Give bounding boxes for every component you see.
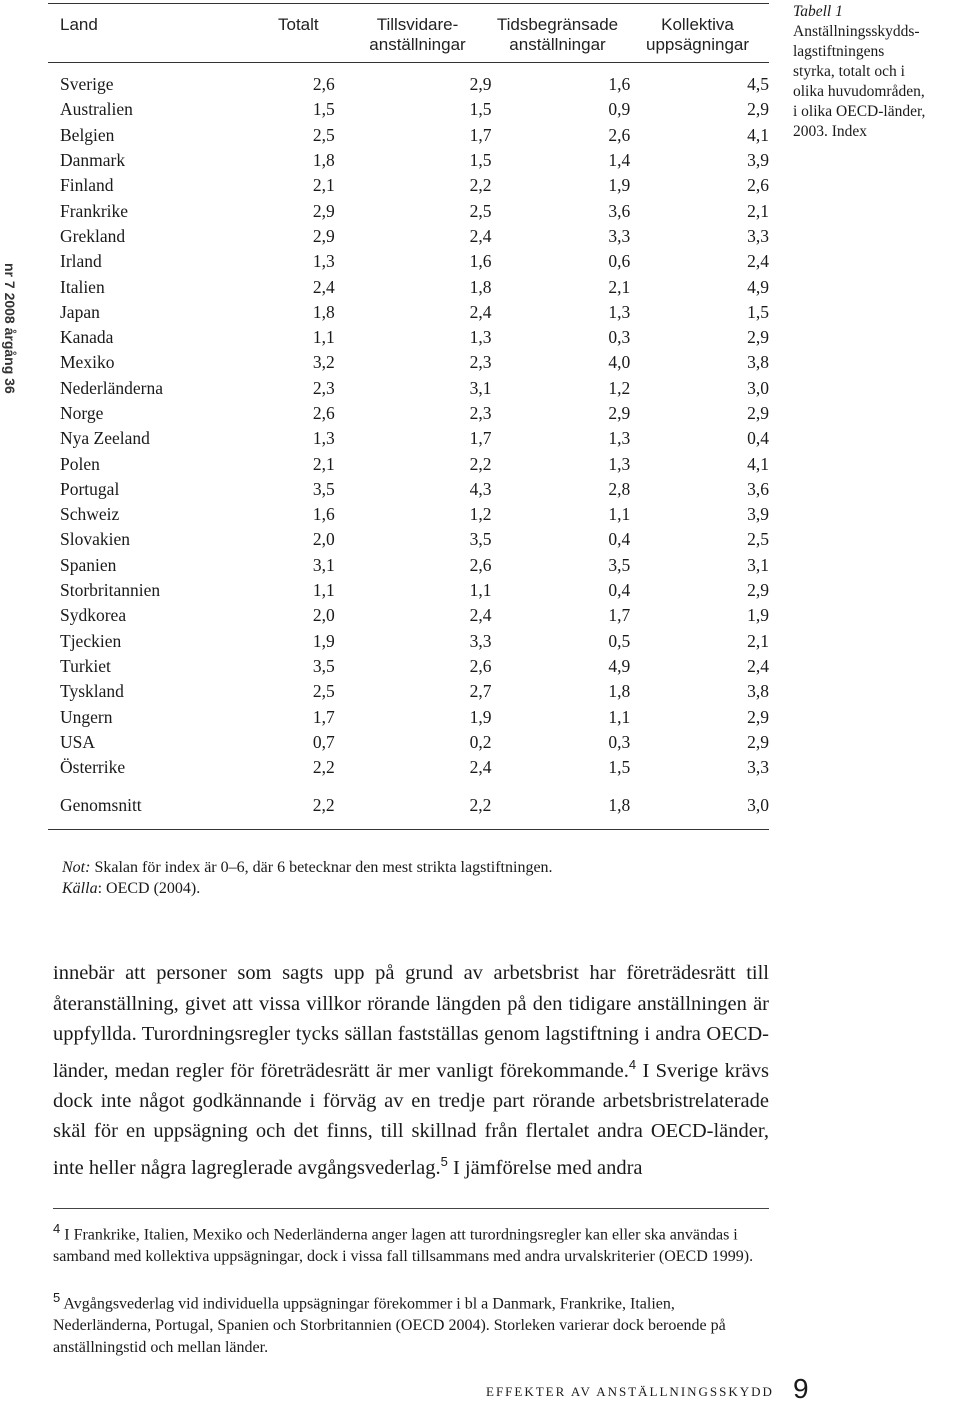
country-name: Storbritannien xyxy=(60,580,161,601)
value-kollektiva: 3,3 xyxy=(747,757,769,778)
value-totalt: 2,5 xyxy=(312,681,335,702)
value-kollektiva: 4,1 xyxy=(747,453,769,474)
value-tillsvidare: 1,9 xyxy=(469,706,492,727)
value-tillsvidare: 1,7 xyxy=(469,124,492,145)
value-totalt: 1,6 xyxy=(312,504,335,525)
value-tidsbegransade: 1,4 xyxy=(608,150,631,171)
value-totalt: 0,7 xyxy=(312,731,335,752)
value-kollektiva: 4,9 xyxy=(747,276,769,297)
value-tillsvidare: 3,3 xyxy=(469,630,492,651)
value-tillsvidare: 0,2 xyxy=(469,731,492,752)
value-tidsbegransade: 0,6 xyxy=(608,251,631,272)
average-row xyxy=(48,793,769,818)
header-tillsvidare xyxy=(355,15,480,55)
country-name: Nederländerna xyxy=(60,377,163,398)
table-bottom-rule xyxy=(48,829,769,830)
value-totalt: 3,5 xyxy=(312,655,335,676)
caption-line: 2003. Index xyxy=(793,123,868,140)
value-kollektiva: 0,4 xyxy=(747,428,769,449)
value-tidsbegransade: 2,9 xyxy=(608,403,631,423)
country-name: USA xyxy=(60,731,96,752)
caption-line: olika huvudområden, xyxy=(793,83,925,100)
table-body xyxy=(48,72,769,780)
value-totalt: 2,5 xyxy=(312,124,335,145)
value-tidsbegransade: 1,9 xyxy=(608,175,631,196)
value-tillsvidare: 2,7 xyxy=(469,681,492,702)
country-name: Polen xyxy=(60,453,100,474)
value-tillsvidare: 2,3 xyxy=(469,352,492,373)
value-tillsvidare: 1,6 xyxy=(469,251,492,272)
value-totalt: 1,5 xyxy=(312,99,335,120)
value-totalt: 2,3 xyxy=(312,377,335,398)
footnote-rule xyxy=(53,1208,769,1209)
table-row xyxy=(48,426,769,451)
country-name: Portugal xyxy=(60,478,120,499)
caption-line: Anställningsskydds- xyxy=(793,23,920,40)
value-tidsbegransade: 2,8 xyxy=(608,478,631,499)
header-tidsbegransade-line2: anställningar xyxy=(509,35,606,54)
country-name: Spanien xyxy=(60,554,117,575)
table-row xyxy=(48,274,769,299)
country-name: Australien xyxy=(60,99,133,120)
running-head: EFFEKTER AV ANSTÄLLNINGSSKYDD xyxy=(486,1384,774,1399)
table-caption xyxy=(793,2,960,142)
value-totalt: 1,1 xyxy=(312,327,335,348)
header-tillsvidare-line2: anställningar xyxy=(369,35,466,54)
table-row xyxy=(48,477,769,502)
country-name: Tyskland xyxy=(60,681,124,702)
value-kollektiva: 2,9 xyxy=(747,580,769,601)
value-tillsvidare: 1,7 xyxy=(469,428,492,449)
source-text: : OECD (2004). xyxy=(97,880,201,897)
value-totalt: 1,3 xyxy=(312,251,335,272)
country-name: Kanada xyxy=(60,327,114,348)
value-kollektiva: 3,3 xyxy=(747,225,769,246)
body-text-part: I Sverige krävs dock inte något godkännande i förväg av en tredje part rörande arbetsbristrelaterade skäl för en uppsägning och det finns, till skillnad från flertalet andra OECD-länder, inte heller några lagreglerade avgångsvederlag. xyxy=(53,1059,769,1179)
table-row xyxy=(48,654,769,679)
header-land: Land xyxy=(60,15,98,34)
country-name: Schweiz xyxy=(60,504,120,525)
value-tillsvidare: 2,2 xyxy=(469,175,492,196)
value-tidsbegransade: 0,4 xyxy=(608,529,631,550)
value-totalt: 1,1 xyxy=(312,580,335,601)
value-tidsbegransade: 1,8 xyxy=(608,681,631,702)
value-tillsvidare: 2,3 xyxy=(469,403,492,423)
note-text: Skalan för index är 0–6, där 6 betecknar den mest strikta lagstiftningen. xyxy=(90,859,553,876)
table-note xyxy=(62,857,553,899)
value-tillsvidare: 1,8 xyxy=(469,276,492,297)
caption-line: i olika OECD-länder, xyxy=(793,103,926,120)
value-kollektiva: 3,9 xyxy=(747,150,769,171)
value-totalt: 2,1 xyxy=(312,175,335,196)
country-name: Slovakien xyxy=(60,529,130,550)
value-kollektiva: 2,9 xyxy=(747,99,769,120)
table-row xyxy=(48,502,769,527)
value-kollektiva: 3,1 xyxy=(747,554,769,575)
caption-line: lagstiftningens xyxy=(793,43,885,60)
country-name: Sverige xyxy=(60,74,114,95)
table-header-rule xyxy=(48,62,769,63)
value-tidsbegransade: 3,3 xyxy=(608,225,631,246)
table-row xyxy=(48,350,769,375)
value-tidsbegransade: 0,3 xyxy=(608,731,631,752)
value-tillsvidare: 3,1 xyxy=(469,377,492,398)
value-tillsvidare: 1,5 xyxy=(469,150,492,171)
value-tillsvidare: 2,4 xyxy=(469,605,492,626)
average-tillsvidare: 2,2 xyxy=(469,795,492,815)
value-tillsvidare: 2,6 xyxy=(469,554,492,575)
country-name: Norge xyxy=(60,403,104,423)
value-kollektiva: 2,4 xyxy=(747,655,769,676)
country-name: Grekland xyxy=(60,225,126,246)
table-row xyxy=(48,730,769,755)
value-kollektiva: 4,1 xyxy=(747,124,769,145)
table-row xyxy=(48,173,769,198)
value-kollektiva: 3,0 xyxy=(747,377,769,398)
journal-issue-label: nr 7 2008 årgång 36 xyxy=(2,263,18,394)
value-tidsbegransade: 0,4 xyxy=(608,580,631,601)
value-totalt: 1,8 xyxy=(312,301,335,322)
value-kollektiva: 1,9 xyxy=(747,605,769,626)
value-tillsvidare: 2,6 xyxy=(469,655,492,676)
header-kollektiva xyxy=(635,15,760,55)
value-kollektiva: 2,4 xyxy=(747,251,769,272)
footnote-4 xyxy=(53,1218,769,1268)
value-tidsbegransade: 4,9 xyxy=(608,655,631,676)
table-row xyxy=(48,755,769,780)
value-totalt: 1,8 xyxy=(312,150,335,171)
value-tillsvidare: 1,5 xyxy=(469,99,492,120)
table-row xyxy=(48,249,769,274)
country-name: Sydkorea xyxy=(60,605,127,626)
table-row xyxy=(48,123,769,148)
table-row xyxy=(48,603,769,628)
table-row xyxy=(48,300,769,325)
country-name: Irland xyxy=(60,251,102,272)
value-tidsbegransade: 1,1 xyxy=(608,504,631,525)
value-kollektiva: 2,5 xyxy=(747,529,769,550)
value-tidsbegransade: 0,5 xyxy=(608,630,631,651)
value-totalt: 2,6 xyxy=(312,74,335,95)
value-tidsbegransade: 1,3 xyxy=(608,428,631,449)
table-row xyxy=(48,72,769,97)
value-totalt: 2,9 xyxy=(312,200,335,221)
value-tidsbegransade: 0,3 xyxy=(608,327,631,348)
country-name: Frankrike xyxy=(60,200,129,221)
country-name: Mexiko xyxy=(60,352,115,373)
table-row xyxy=(48,553,769,578)
value-kollektiva: 3,9 xyxy=(747,504,769,525)
table-row xyxy=(48,451,769,476)
table-row xyxy=(48,527,769,552)
country-name: Belgien xyxy=(60,124,115,145)
average-totalt: 2,2 xyxy=(312,795,335,815)
value-tillsvidare: 1,3 xyxy=(469,327,492,348)
table-row xyxy=(48,679,769,704)
country-name: Ungern xyxy=(60,706,113,727)
country-name: Österrike xyxy=(60,757,126,778)
caption-label: Tabell 1 xyxy=(793,3,843,20)
value-totalt: 2,2 xyxy=(312,757,335,778)
value-tillsvidare: 4,3 xyxy=(469,478,492,499)
value-tillsvidare: 2,2 xyxy=(469,453,492,474)
value-tidsbegransade: 0,9 xyxy=(608,99,631,120)
value-kollektiva: 2,9 xyxy=(747,731,769,752)
value-kollektiva: 2,9 xyxy=(747,403,769,423)
country-name: Danmark xyxy=(60,150,126,171)
value-totalt: 1,7 xyxy=(312,706,335,727)
value-tillsvidare: 2,4 xyxy=(469,225,492,246)
header-tidsbegransade-line1: Tidsbegränsade xyxy=(496,15,619,34)
source-label: Källa xyxy=(62,880,98,897)
table-row xyxy=(48,97,769,122)
value-totalt: 3,5 xyxy=(312,478,335,499)
value-totalt: 1,9 xyxy=(312,630,335,651)
value-tidsbegransade: 2,1 xyxy=(608,276,631,297)
value-tidsbegransade: 3,5 xyxy=(608,554,631,575)
table-row xyxy=(48,401,769,426)
average-kollektiva: 3,0 xyxy=(747,795,769,815)
value-tillsvidare: 2,4 xyxy=(469,757,492,778)
header-kollektiva-line1: Kollektiva xyxy=(661,15,734,34)
body-text-part: I jämförelse med andra xyxy=(447,1156,643,1179)
value-tidsbegransade: 3,6 xyxy=(608,200,631,221)
country-name: Japan xyxy=(60,301,100,322)
value-tidsbegransade: 1,6 xyxy=(608,74,631,95)
value-totalt: 3,2 xyxy=(312,352,335,373)
value-kollektiva: 2,1 xyxy=(747,630,769,651)
value-totalt: 2,1 xyxy=(312,453,335,474)
value-kollektiva: 3,8 xyxy=(747,352,769,373)
value-totalt: 2,0 xyxy=(312,605,335,626)
table-row xyxy=(48,325,769,350)
table-row xyxy=(48,376,769,401)
footnote-text: I Frankrike, Italien, Mexiko och Nederländerna anger lagen att turordningsregler kan eller ska användas i samband med kollektiva uppsägningar, dock i vissa fall tillsammans med andra urvalskriterier (OECD 1999). xyxy=(53,1226,754,1266)
table-row xyxy=(48,148,769,173)
country-name: Turkiet xyxy=(60,655,111,676)
value-tidsbegransade: 1,2 xyxy=(608,377,631,398)
value-tillsvidare: 2,4 xyxy=(469,301,492,322)
caption-line: styrka, totalt och i xyxy=(793,63,905,80)
header-tillsvidare-line1: Tillsvidare- xyxy=(376,15,459,34)
body-paragraph xyxy=(53,958,769,1183)
page-number: 9 xyxy=(793,1373,809,1404)
table-row xyxy=(48,198,769,223)
value-tillsvidare: 1,1 xyxy=(469,580,492,601)
value-tidsbegransade: 1,7 xyxy=(608,605,631,626)
country-name: Nya Zeeland xyxy=(60,428,150,449)
value-kollektiva: 3,6 xyxy=(747,478,769,499)
country-name: Finland xyxy=(60,175,114,196)
table-row xyxy=(48,629,769,654)
value-tillsvidare: 2,5 xyxy=(469,200,492,221)
value-tillsvidare: 3,5 xyxy=(469,529,492,550)
country-name: Italien xyxy=(60,276,105,297)
value-kollektiva: 3,8 xyxy=(747,681,769,702)
header-totalt: Totalt xyxy=(278,15,319,34)
value-tidsbegransade: 4,0 xyxy=(608,352,631,373)
footnote-number: 5 xyxy=(53,1290,61,1305)
average-tidsbegransade: 1,8 xyxy=(608,795,631,815)
value-totalt: 3,1 xyxy=(312,554,335,575)
value-kollektiva: 1,5 xyxy=(747,301,769,322)
value-totalt: 2,9 xyxy=(312,225,335,246)
footnote-number: 4 xyxy=(53,1221,61,1236)
value-totalt: 1,3 xyxy=(312,428,335,449)
value-kollektiva: 2,9 xyxy=(747,327,769,348)
value-totalt: 2,4 xyxy=(312,276,335,297)
value-tidsbegransade: 2,6 xyxy=(608,124,631,145)
value-tillsvidare: 1,2 xyxy=(469,504,492,525)
footnote-text: Avgångsvederlag vid individuella uppsägningar förekommer i bl a Danmark, Frankrike, Italien, Nederländerna, Portugal, Spanien och Storbritannien (OECD 2004). Storleken varierar dock beroende på anställningstid och mellan länder. xyxy=(53,1295,726,1357)
country-name: Tjeckien xyxy=(60,630,122,651)
value-tidsbegransade: 1,3 xyxy=(608,453,631,474)
body-text-part: innebär att personer som sagts upp på grund av arbetsbrist har företrädesrätt till återanställning, givet att vissa villkor rörande längden på den tidigare anställningen är uppfyllda. Turordningsregler tycks sällan fastställas genom lagstiftning i andra OECD-länder, medan regler för företrädesrätt är mer vanligt förekommande. xyxy=(53,962,769,1082)
table-row xyxy=(48,578,769,603)
value-totalt: 2,0 xyxy=(312,529,335,550)
value-tidsbegransade: 1,3 xyxy=(608,301,631,322)
footnote-5 xyxy=(53,1287,769,1359)
value-tidsbegransade: 1,5 xyxy=(608,757,631,778)
average-label: Genomsnitt xyxy=(60,795,142,815)
table-row xyxy=(48,224,769,249)
value-kollektiva: 2,6 xyxy=(747,175,769,196)
footnote-ref-4: 4 xyxy=(628,1056,637,1072)
table-row xyxy=(48,704,769,729)
header-tidsbegransade xyxy=(490,15,625,55)
value-kollektiva: 2,9 xyxy=(747,706,769,727)
value-kollektiva: 2,1 xyxy=(747,200,769,221)
header-kollektiva-line2: uppsägningar xyxy=(645,35,750,54)
table-top-rule xyxy=(48,3,769,4)
index-table xyxy=(48,72,769,780)
value-tidsbegransade: 1,1 xyxy=(608,706,631,727)
footnote-ref-5: 5 xyxy=(440,1153,448,1169)
value-totalt: 2,6 xyxy=(312,403,335,423)
value-tillsvidare: 2,9 xyxy=(469,74,492,95)
note-label: Not: xyxy=(62,859,91,876)
value-kollektiva: 4,5 xyxy=(747,74,769,95)
